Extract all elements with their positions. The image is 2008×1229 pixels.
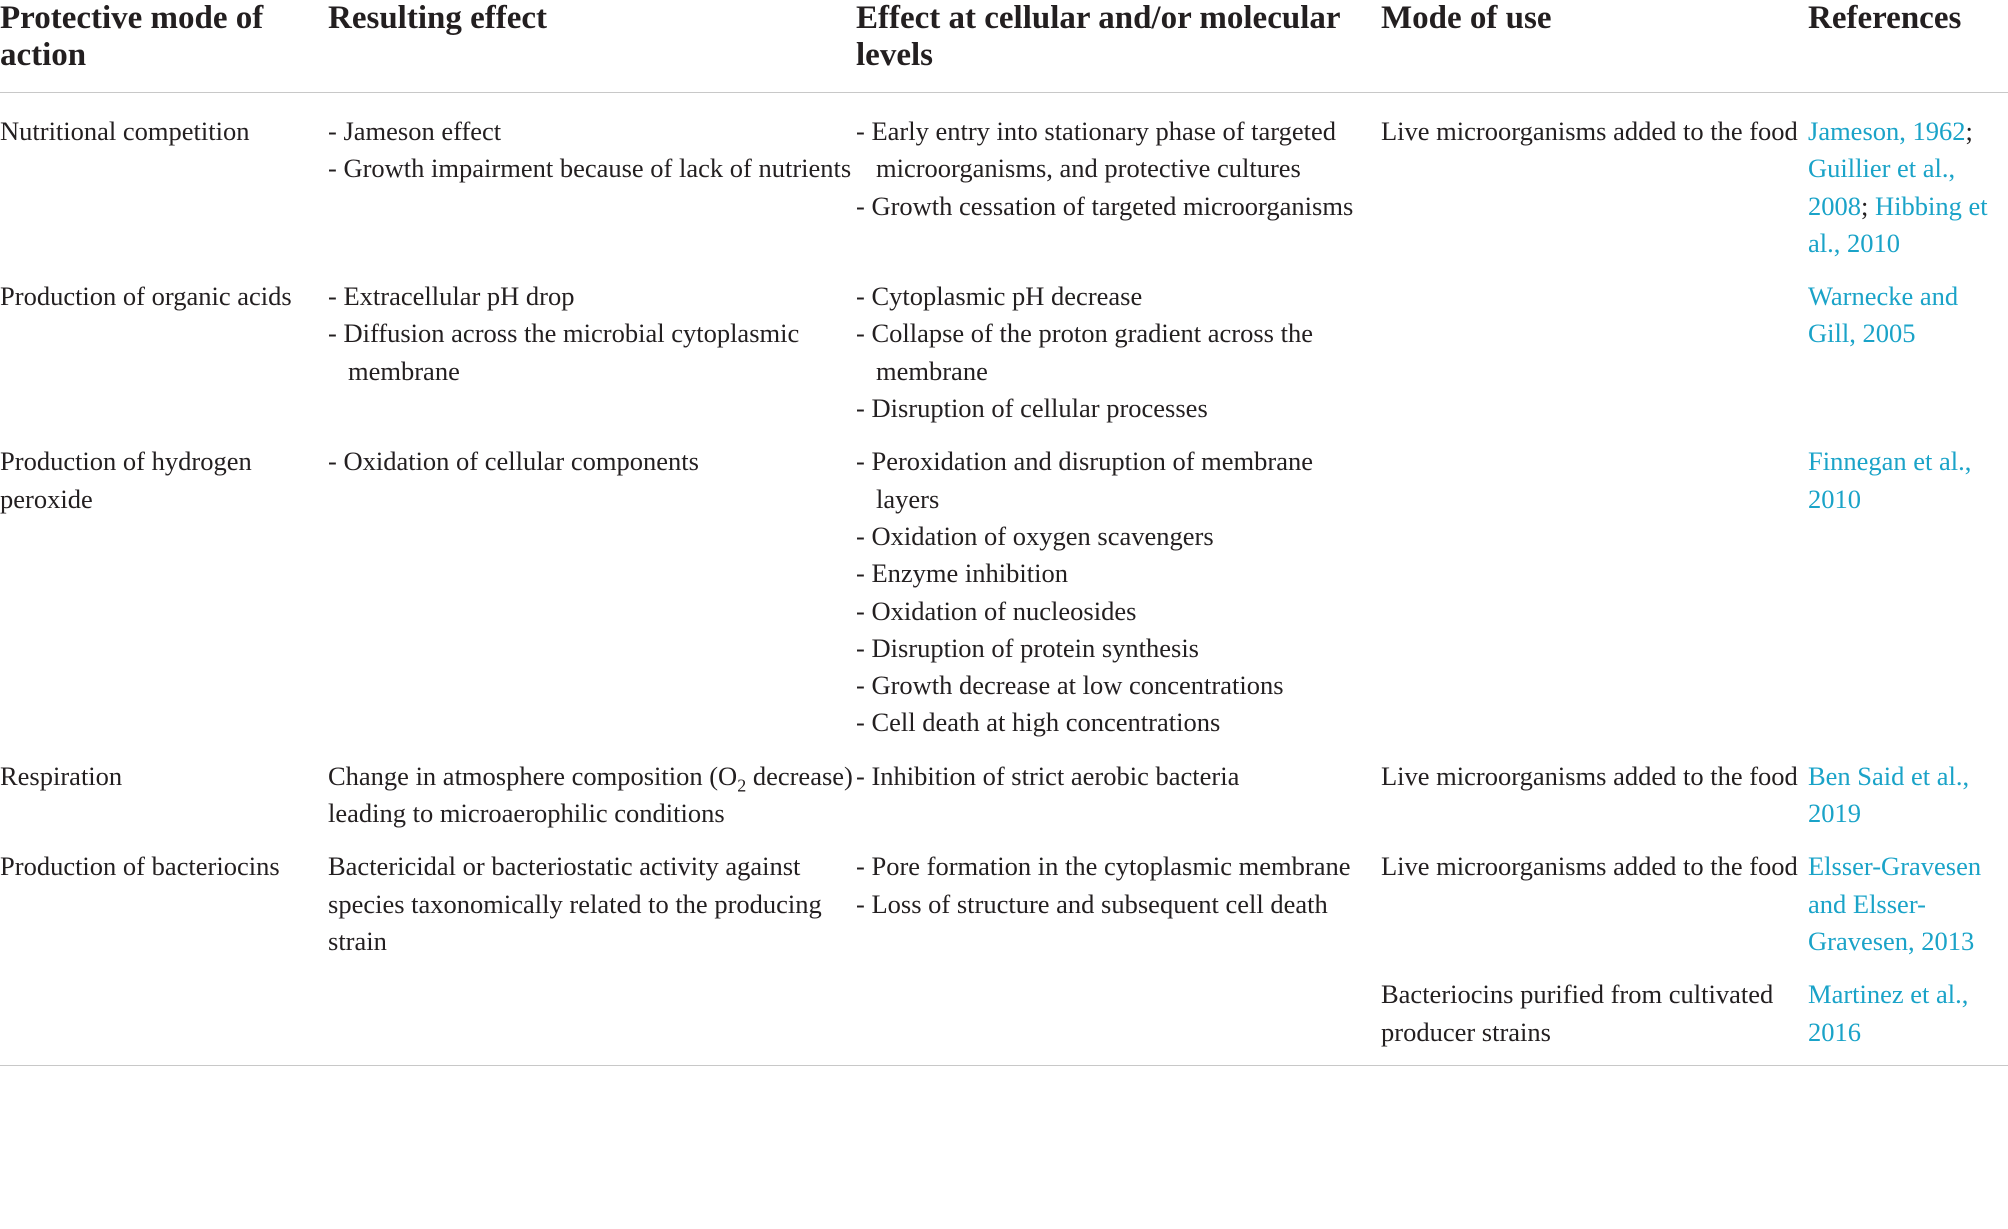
reference-link[interactable]: Jameson, 1962 [1808, 116, 1966, 146]
cellular-item: - Inhibition of strict aerobic bacteria [856, 760, 1240, 791]
cellular-item: - Disruption of protein synthesis [856, 632, 1199, 663]
table-row [0, 742, 2008, 833]
effect-item: - Growth impairment because of lack of nutrients [328, 153, 852, 184]
cell-effect: Bactericidal or bacteriostatic activity against species taxonomically related to the producing strain [328, 851, 822, 956]
cell-references [1808, 427, 2008, 741]
cell-effect [328, 262, 856, 427]
cellular-item: - Loss of structure and subsequent cell death [856, 888, 1328, 919]
cell-cellular [856, 960, 1381, 1065]
cellular-item: - Cell death at high concentrations [856, 707, 1221, 738]
cell-references [1808, 960, 2008, 1065]
reference-link[interactable]: Guillier et al., 2008 [1808, 153, 1956, 221]
cell-use: Live microorganisms added to the food [1381, 851, 1798, 882]
cellular-item: - Disruption of cellular processes [856, 393, 1208, 424]
cellular-item: - Pore formation in the cytoplasmic membrane [856, 851, 1351, 882]
cell-use [1381, 262, 1808, 427]
table-row [0, 832, 2008, 960]
table-row [0, 93, 2008, 263]
cell-cellular [856, 262, 1381, 427]
header-references: References [1808, 0, 2008, 93]
cell-use: Bacteriocins purified from cultivated producer strains [1381, 979, 1774, 1047]
cell-use: Live microorganisms added to the food [1381, 116, 1798, 146]
cellular-item: - Cytoplasmic pH decrease [856, 281, 1143, 312]
cell-use [1381, 427, 1808, 741]
effect-item: - Oxidation of cellular components [328, 446, 699, 477]
reference-link[interactable]: Martinez et al., 2016 [1808, 979, 1969, 1047]
cell-cellular [856, 93, 1381, 263]
header-use: Mode of use [1381, 0, 1808, 93]
table-row [0, 960, 2008, 1065]
cell-effect: Change in atmosphere composition ($O_2$ decrease) leading to microaerophilic conditions [328, 760, 853, 829]
cell-references: Jameson, 1962; Guillier et al., 2008; Hibbing et al., 2010 [1808, 116, 1988, 258]
cell-use: Live microorganisms added to the food [1381, 760, 1798, 791]
cellular-item: - Growth cessation of targeted microorganisms [856, 190, 1354, 221]
header-effect: Resulting effect [328, 0, 856, 93]
cellular-item: - Peroxidation and disruption of membrane layers [856, 446, 1314, 514]
cellular-item: - Oxidation of oxygen scavengers [856, 520, 1214, 551]
cell-mode: Respiration [0, 760, 123, 791]
cellular-item: - Oxidation of nucleosides [856, 595, 1137, 626]
cell-mode: Production of hydrogen peroxide [0, 446, 252, 514]
cell-mode [0, 960, 328, 1065]
reference-link[interactable]: Elsser-Gravesen and Elsser-Gravesen, 2013 [1808, 851, 1982, 956]
effect-item: - Diffusion across the microbial cytoplasmic membrane [328, 318, 800, 386]
effect-item: - Extracellular pH drop [328, 281, 575, 312]
cell-mode: Production of organic acids [0, 281, 292, 312]
cell-references [1808, 262, 2008, 427]
effect-item: - Jameson effect [328, 116, 502, 146]
table-row [0, 427, 2008, 741]
cellular-item: - Collapse of the proton gradient across the membrane [856, 318, 1313, 386]
cell-cellular [856, 427, 1381, 741]
cellular-item: - Growth decrease at low concentrations [856, 670, 1284, 701]
cell-mode: Nutritional competition [0, 116, 250, 146]
cell-cellular [856, 832, 1381, 960]
cell-cellular [856, 742, 1381, 833]
cell-mode: Production of bacteriocins [0, 851, 280, 882]
table-header-row [0, 0, 2008, 93]
cell-references [1808, 742, 2008, 833]
cell-effect [328, 93, 856, 263]
header-mode: Protective mode of action [0, 0, 328, 93]
reference-link[interactable]: Finnegan et al., 2010 [1808, 446, 1972, 514]
cellular-item: - Enzyme inhibition [856, 558, 1068, 589]
table-row [0, 262, 2008, 427]
cell-references [1808, 832, 2008, 960]
reference-link[interactable]: Hibbing et al., 2010 [1808, 190, 1988, 258]
header-cellular: Effect at cellular and/or molecular levels [856, 0, 1381, 93]
reference-link[interactable]: Ben Said et al., 2019 [1808, 760, 1970, 829]
reference-link[interactable]: Warnecke and Gill, 2005 [1808, 281, 1959, 349]
cellular-item: - Early entry into stationary phase of targeted microorganisms, and protective cultures [856, 116, 1337, 184]
cell-effect [328, 427, 856, 741]
cell-effect [328, 960, 856, 1065]
